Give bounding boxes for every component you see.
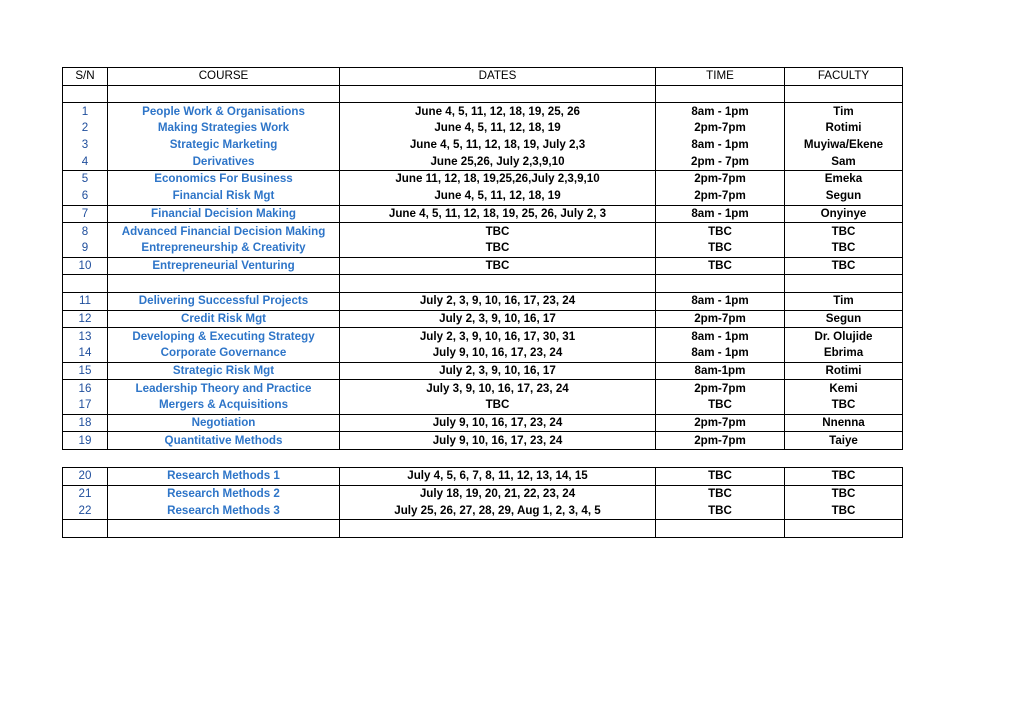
table-row <box>63 223 903 240</box>
row-faculty: Rotimi <box>785 362 903 380</box>
row-dates: July 2, 3, 9, 10, 16, 17 <box>340 310 656 328</box>
row-course: Research Methods 2 <box>108 485 340 502</box>
row-time: 2pm-7pm <box>656 414 785 432</box>
row-faculty: Sam <box>785 153 903 170</box>
row-dates: June 4, 5, 11, 12, 18, 19, 25, 26, July 2, 3 <box>340 205 656 223</box>
row-course: Research Methods 3 <box>108 503 340 520</box>
blank-cell <box>656 85 785 103</box>
row-time: 8am - 1pm <box>656 137 785 154</box>
row-faculty: Nnenna <box>785 414 903 432</box>
blank-cell <box>785 85 903 103</box>
row-faculty: Tim <box>785 292 903 310</box>
row-course: Negotiation <box>108 414 340 432</box>
row-sn: 11 <box>63 292 108 310</box>
row-sn: 1 <box>63 103 108 120</box>
row-sn: 12 <box>63 310 108 328</box>
row-course: People Work & Organisations <box>108 103 340 120</box>
table-row <box>63 292 903 310</box>
row-sn: 2 <box>63 120 108 137</box>
row-sn: 20 <box>63 468 108 486</box>
table-row <box>63 120 903 137</box>
row-dates: TBC <box>340 397 656 414</box>
table-row <box>63 397 903 414</box>
row-dates: TBC <box>340 257 656 275</box>
row-faculty: Muyiwa/Ekene <box>785 137 903 154</box>
row-course: Credit Risk Mgt <box>108 310 340 328</box>
row-dates: July 2, 3, 9, 10, 16, 17 <box>340 362 656 380</box>
blank-cell <box>108 85 340 103</box>
row-dates: July 2, 3, 9, 10, 16, 17, 30, 31 <box>340 328 656 345</box>
row-time: 2pm - 7pm <box>656 153 785 170</box>
table-row <box>63 171 903 188</box>
blank-cell <box>785 275 903 293</box>
row-sn: 18 <box>63 414 108 432</box>
row-course: Economics For Business <box>108 171 340 188</box>
row-time: 2pm-7pm <box>656 171 785 188</box>
row-dates: July 9, 10, 16, 17, 23, 24 <box>340 432 656 450</box>
table-row <box>63 310 903 328</box>
row-faculty: TBC <box>785 397 903 414</box>
row-time: 2pm-7pm <box>656 120 785 137</box>
header-dates: DATES <box>340 68 656 86</box>
row-sn: 7 <box>63 205 108 223</box>
row-course: Entrepreneurship & Creativity <box>108 240 340 257</box>
row-course: Mergers & Acquisitions <box>108 397 340 414</box>
header-time: TIME <box>656 68 785 86</box>
row-sn: 13 <box>63 328 108 345</box>
row-faculty: Dr. Olujide <box>785 328 903 345</box>
blank-cell <box>656 275 785 293</box>
table-row <box>63 345 903 362</box>
row-sn: 10 <box>63 257 108 275</box>
blank-cell <box>63 520 108 538</box>
blank-row <box>63 520 903 538</box>
blank-row <box>63 85 903 103</box>
blank-cell <box>108 275 340 293</box>
row-course: Quantitative Methods <box>108 432 340 450</box>
row-faculty: TBC <box>785 485 903 502</box>
blank-cell <box>108 520 340 538</box>
row-time: 2pm-7pm <box>656 432 785 450</box>
table-row <box>63 205 903 223</box>
row-time: 8am - 1pm <box>656 205 785 223</box>
row-sn: 15 <box>63 362 108 380</box>
table-row <box>63 103 903 120</box>
table-row <box>63 380 903 397</box>
row-time: 8am-1pm <box>656 362 785 380</box>
row-dates: July 18, 19, 20, 21, 22, 23, 24 <box>340 485 656 502</box>
row-sn: 6 <box>63 188 108 205</box>
row-time: TBC <box>656 397 785 414</box>
header-course: COURSE <box>108 68 340 86</box>
row-sn: 4 <box>63 153 108 170</box>
row-sn: 21 <box>63 485 108 502</box>
blank-cell <box>785 520 903 538</box>
row-course: Delivering Successful Projects <box>108 292 340 310</box>
row-faculty: TBC <box>785 503 903 520</box>
row-time: 8am - 1pm <box>656 328 785 345</box>
row-time: 2pm-7pm <box>656 188 785 205</box>
table-row <box>63 503 903 520</box>
row-sn: 17 <box>63 397 108 414</box>
row-dates: June 4, 5, 11, 12, 18, 19 <box>340 188 656 205</box>
row-sn: 5 <box>63 171 108 188</box>
table-row <box>63 432 903 450</box>
row-dates: July 3, 9, 10, 16, 17, 23, 24 <box>340 380 656 397</box>
row-course: Entrepreneurial Venturing <box>108 257 340 275</box>
row-faculty: TBC <box>785 240 903 257</box>
blank-cell <box>656 520 785 538</box>
row-faculty: Segun <box>785 188 903 205</box>
row-dates: June 4, 5, 11, 12, 18, 19, 25, 26 <box>340 103 656 120</box>
row-course: Research Methods 1 <box>108 468 340 486</box>
row-sn: 19 <box>63 432 108 450</box>
row-dates: July 9, 10, 16, 17, 23, 24 <box>340 414 656 432</box>
row-time: 2pm-7pm <box>656 310 785 328</box>
row-course: Leadership Theory and Practice <box>108 380 340 397</box>
row-faculty: TBC <box>785 223 903 240</box>
row-faculty: Kemi <box>785 380 903 397</box>
row-faculty: Rotimi <box>785 120 903 137</box>
row-course: Corporate Governance <box>108 345 340 362</box>
row-dates: July 9, 10, 16, 17, 23, 24 <box>340 345 656 362</box>
table-row <box>63 188 903 205</box>
table-row <box>63 362 903 380</box>
course-schedule-sheet <box>62 67 899 538</box>
row-dates: July 2, 3, 9, 10, 16, 17, 23, 24 <box>340 292 656 310</box>
row-sn: 14 <box>63 345 108 362</box>
row-course: Developing & Executing Strategy <box>108 328 340 345</box>
row-faculty: TBC <box>785 468 903 486</box>
blank-cell <box>340 85 656 103</box>
row-dates: June 4, 5, 11, 12, 18, 19 <box>340 120 656 137</box>
row-sn: 3 <box>63 137 108 154</box>
schedule-table-main <box>62 67 903 450</box>
row-time: TBC <box>656 240 785 257</box>
row-faculty: Taiye <box>785 432 903 450</box>
row-course: Strategic Marketing <box>108 137 340 154</box>
row-time: 8am - 1pm <box>656 292 785 310</box>
row-faculty: Onyinye <box>785 205 903 223</box>
blank-cell <box>63 275 108 293</box>
row-time: 2pm-7pm <box>656 380 785 397</box>
row-course: Financial Decision Making <box>108 205 340 223</box>
row-time: TBC <box>656 223 785 240</box>
row-faculty: Segun <box>785 310 903 328</box>
blank-row <box>63 275 903 293</box>
row-time: TBC <box>656 503 785 520</box>
table-row <box>63 153 903 170</box>
row-course: Advanced Financial Decision Making <box>108 223 340 240</box>
row-time: TBC <box>656 468 785 486</box>
schedule-table-research <box>62 467 903 538</box>
blank-cell <box>340 275 656 293</box>
row-sn: 9 <box>63 240 108 257</box>
row-time: 8am - 1pm <box>656 103 785 120</box>
row-dates: June 25,26, July 2,3,9,10 <box>340 153 656 170</box>
row-faculty: Emeka <box>785 171 903 188</box>
header-faculty: FACULTY <box>785 68 903 86</box>
table-gap <box>62 450 899 467</box>
row-sn: 8 <box>63 223 108 240</box>
blank-cell <box>63 85 108 103</box>
row-faculty: Ebrima <box>785 345 903 362</box>
row-dates: TBC <box>340 223 656 240</box>
table-row <box>63 240 903 257</box>
table-row <box>63 257 903 275</box>
table-row <box>63 414 903 432</box>
row-dates: TBC <box>340 240 656 257</box>
row-time: TBC <box>656 485 785 502</box>
row-time: 8am - 1pm <box>656 345 785 362</box>
row-course: Strategic Risk Mgt <box>108 362 340 380</box>
row-dates: July 25, 26, 27, 28, 29, Aug 1, 2, 3, 4, 5 <box>340 503 656 520</box>
row-sn: 16 <box>63 380 108 397</box>
row-dates: June 4, 5, 11, 12, 18, 19, July 2,3 <box>340 137 656 154</box>
row-course: Financial Risk Mgt <box>108 188 340 205</box>
row-course: Derivatives <box>108 153 340 170</box>
table-row <box>63 137 903 154</box>
row-dates: July 4, 5, 6, 7, 8, 11, 12, 13, 14, 15 <box>340 468 656 486</box>
row-course: Making Strategies Work <box>108 120 340 137</box>
blank-cell <box>340 520 656 538</box>
row-faculty: Tim <box>785 103 903 120</box>
row-dates: June 11, 12, 18, 19,25,26,July 2,3,9,10 <box>340 171 656 188</box>
header-sn: S/N <box>63 68 108 86</box>
row-time: TBC <box>656 257 785 275</box>
table-row <box>63 468 903 486</box>
table-row <box>63 485 903 502</box>
table-row <box>63 328 903 345</box>
row-faculty: TBC <box>785 257 903 275</box>
row-sn: 22 <box>63 503 108 520</box>
header-row <box>63 68 903 86</box>
